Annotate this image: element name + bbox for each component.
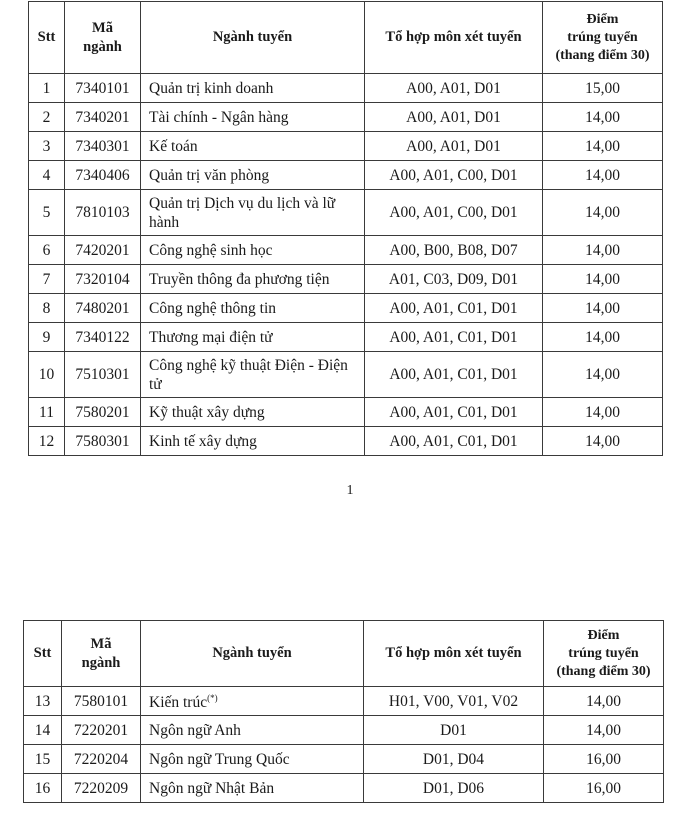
header-major-code <box>65 2 141 74</box>
cutoff-score-cell <box>543 103 663 132</box>
table-row <box>29 190 663 236</box>
header-cutoff-score-line2: trúng tuyển <box>568 645 639 661</box>
subject-combination-cell <box>365 427 543 456</box>
header-major-code-line2: ngành <box>81 654 121 671</box>
subject-combination-cell <box>364 687 544 716</box>
major-name-cell <box>141 774 364 803</box>
row-number-cell <box>29 190 65 236</box>
subject-combination: A00, A01, C01, D01 <box>389 432 518 450</box>
cutoff-score: 14,00 <box>585 432 620 450</box>
subject-combination-cell <box>364 716 544 745</box>
cutoff-score-cell <box>543 352 663 398</box>
row-number-cell <box>29 74 65 103</box>
major-name: Công nghệ sinh học <box>149 241 273 259</box>
subject-combination-cell <box>365 294 543 323</box>
cutoff-score-cell <box>544 716 664 745</box>
row-number-cell <box>24 774 62 803</box>
major-code: 7810103 <box>75 204 130 221</box>
major-code-cell <box>65 323 141 352</box>
major-code-cell <box>65 398 141 427</box>
cutoff-score-cell <box>543 132 663 161</box>
cutoff-score: 15,00 <box>585 79 620 97</box>
major-code: 7220201 <box>73 721 129 739</box>
header-major-code-line1: Mã <box>92 19 113 36</box>
subject-combination-cell <box>365 103 543 132</box>
major-name: Truyền thông đa phương tiện <box>149 270 330 288</box>
table-row <box>24 745 664 774</box>
table-row <box>29 161 663 190</box>
subject-combination: H01, V00, V01, V02 <box>388 692 519 710</box>
cutoff-score: 14,00 <box>585 328 620 346</box>
major-code-cell <box>65 265 141 294</box>
header-subject-combination: Tổ hợp môn xét tuyển <box>365 2 543 74</box>
subject-combination-cell <box>365 190 543 236</box>
major-code-cell <box>62 716 141 745</box>
header-major-code-line2: ngành <box>83 38 122 55</box>
row-number: 10 <box>38 366 55 383</box>
row-number-cell <box>29 265 65 294</box>
table-row <box>29 323 663 352</box>
admission-score-table-page-1 <box>28 1 663 456</box>
major-name: Quản trị văn phòng <box>149 166 270 184</box>
row-number: 4 <box>42 166 51 184</box>
major-code: 7480201 <box>75 299 130 317</box>
major-name: Kế toán <box>149 137 198 155</box>
cutoff-score-cell <box>543 265 663 294</box>
major-name: Quản trị Dịch vụ du lịch và lữ hành <box>149 194 336 231</box>
cutoff-score-cell <box>543 161 663 190</box>
row-number-cell <box>29 323 65 352</box>
major-name-cell <box>141 323 365 352</box>
table-row <box>24 687 664 716</box>
row-number-cell <box>29 294 65 323</box>
cutoff-score-cell <box>544 774 664 803</box>
admission-score-table-page-2 <box>23 620 664 803</box>
major-name: Tài chính - Ngân hàng <box>149 108 289 126</box>
header-cutoff-score-line1: Điểm <box>587 627 620 643</box>
header-major-code <box>62 621 141 687</box>
major-code: 7340301 <box>75 137 130 155</box>
header-cutoff-score-line3: (thang điểm 30) <box>556 663 651 679</box>
row-number-cell <box>29 161 65 190</box>
table-row <box>29 294 663 323</box>
table-row <box>29 103 663 132</box>
row-number: 11 <box>39 403 54 421</box>
major-name: Công nghệ kỹ thuật Điện - Điện tử <box>149 356 348 393</box>
major-code: 7340122 <box>75 328 130 346</box>
row-number: 12 <box>38 432 55 450</box>
table-row <box>24 774 664 803</box>
row-number-cell <box>29 236 65 265</box>
cutoff-score-cell <box>544 687 664 716</box>
row-number-cell <box>24 716 62 745</box>
row-number-cell <box>29 398 65 427</box>
major-name-cell <box>141 745 364 774</box>
subject-combination-cell <box>365 236 543 265</box>
major-code-cell <box>65 74 141 103</box>
major-name-cell <box>141 161 365 190</box>
row-number-cell <box>29 352 65 398</box>
table-row <box>29 74 663 103</box>
major-name-cell <box>141 74 365 103</box>
cutoff-score-cell <box>543 294 663 323</box>
subject-combination-cell <box>365 398 543 427</box>
row-number: 15 <box>34 750 51 768</box>
major-code-cell <box>62 774 141 803</box>
table-row <box>24 716 664 745</box>
subject-combination-cell <box>365 265 543 294</box>
major-code: 7340406 <box>75 166 130 184</box>
major-name-cell <box>141 132 365 161</box>
major-name: Kỹ thuật xây dựng <box>149 403 265 421</box>
table-row <box>29 236 663 265</box>
subject-combination-cell <box>364 774 544 803</box>
subject-combination: A00, A01, D01 <box>406 137 501 155</box>
major-name-cell <box>141 236 365 265</box>
cutoff-score: 16,00 <box>586 779 621 797</box>
row-number: 14 <box>34 721 51 739</box>
cutoff-score-cell <box>543 190 663 236</box>
table-row <box>29 398 663 427</box>
major-code: 7580101 <box>73 692 129 710</box>
cutoff-score: 14,00 <box>585 270 620 288</box>
major-name: Kiến trúc <box>149 694 208 712</box>
major-name: Công nghệ thông tin <box>149 299 277 317</box>
major-name-cell <box>141 265 365 294</box>
header-cutoff-score-line3: (thang điểm 30) <box>555 47 650 63</box>
major-code: 7320104 <box>75 270 130 288</box>
cutoff-score-cell <box>543 398 663 427</box>
major-code: 7340101 <box>75 79 130 97</box>
page-number: 1 <box>346 483 354 498</box>
cutoff-score: 14,00 <box>585 166 620 184</box>
subject-combination: A00, A01, D01 <box>406 79 501 97</box>
row-number-cell <box>29 103 65 132</box>
table-row <box>29 352 663 398</box>
major-name-cell <box>141 294 365 323</box>
major-name: Ngôn ngữ Nhật Bản <box>149 779 275 797</box>
header-cutoff-score <box>544 621 664 687</box>
row-number: 9 <box>42 328 51 346</box>
subject-combination-cell <box>365 74 543 103</box>
header-major-code-line1: Mã <box>90 635 112 652</box>
major-code-cell <box>65 427 141 456</box>
row-number: 3 <box>42 137 51 155</box>
cutoff-score: 14,00 <box>585 403 620 421</box>
subject-combination: A00, A01, C00, D01 <box>389 166 518 184</box>
cutoff-score-cell <box>543 236 663 265</box>
header-stt: Stt <box>24 621 62 687</box>
major-code-cell <box>62 745 141 774</box>
major-code-cell <box>62 687 141 716</box>
major-name-cell <box>141 716 364 745</box>
header-cutoff-score-line1: Điểm <box>586 11 619 27</box>
subject-combination: A00, A01, D01 <box>406 108 501 126</box>
major-name-cell <box>141 427 365 456</box>
row-number: 7 <box>42 270 51 288</box>
major-code: 7220209 <box>73 779 129 797</box>
subject-combination: A00, A01, C00, D01 <box>389 204 518 221</box>
major-name-cell <box>141 352 365 398</box>
subject-combination: A00, B00, B08, D07 <box>389 241 518 259</box>
table-row <box>29 427 663 456</box>
subject-combination: D01, D06 <box>422 779 485 797</box>
subject-combination: D01, D04 <box>422 750 485 768</box>
table-row <box>29 265 663 294</box>
major-code: 7220204 <box>73 750 129 768</box>
subject-combination: A01, C03, D09, D01 <box>388 270 519 288</box>
cutoff-score: 14,00 <box>585 204 620 221</box>
cutoff-score: 14,00 <box>585 137 620 155</box>
row-number: 1 <box>42 79 51 97</box>
table-row <box>29 132 663 161</box>
subject-combination: D01 <box>440 721 467 739</box>
major-name-note-marker: (*) <box>207 693 218 704</box>
major-code-cell <box>65 161 141 190</box>
table-header-row <box>24 621 664 687</box>
subject-combination: A00, A01, C01, D01 <box>389 403 518 421</box>
cutoff-score-cell <box>544 745 664 774</box>
major-name: Ngôn ngữ Trung Quốc <box>149 750 290 768</box>
cutoff-score: 14,00 <box>585 299 620 317</box>
header-subject-combination: Tổ hợp môn xét tuyển <box>364 621 544 687</box>
subject-combination-cell <box>364 745 544 774</box>
cutoff-score: 14,00 <box>585 366 620 383</box>
row-number: 13 <box>34 692 51 710</box>
major-name-cell <box>141 103 365 132</box>
header-cutoff-score <box>543 2 663 74</box>
header-stt: Stt <box>29 2 65 74</box>
major-code-cell <box>65 236 141 265</box>
subject-combination: A00, A01, C01, D01 <box>389 328 518 346</box>
major-code-cell <box>65 294 141 323</box>
row-number-cell <box>24 745 62 774</box>
row-number: 6 <box>42 241 51 259</box>
cutoff-score-cell <box>543 74 663 103</box>
subject-combination-cell <box>365 161 543 190</box>
major-code-cell <box>65 352 141 398</box>
table-header-row <box>29 2 663 74</box>
row-number-cell <box>29 427 65 456</box>
cutoff-score: 14,00 <box>586 721 621 739</box>
major-code: 7340201 <box>75 108 130 126</box>
header-cutoff-score-line2: trúng tuyển <box>567 29 638 45</box>
major-name-cell <box>141 687 364 716</box>
subject-combination: A00, A01, C01, D01 <box>389 299 518 317</box>
major-name-cell <box>141 190 365 236</box>
major-code-cell <box>65 132 141 161</box>
subject-combination-cell <box>365 323 543 352</box>
header-major-name: Ngành tuyển <box>141 621 364 687</box>
major-name: Thương mại điện tử <box>149 328 273 346</box>
major-code: 7420201 <box>75 241 130 259</box>
row-number: 5 <box>42 204 51 221</box>
cutoff-score: 16,00 <box>586 750 621 768</box>
cutoff-score: 14,00 <box>585 241 620 259</box>
row-number: 8 <box>42 299 51 317</box>
major-code: 7580301 <box>75 432 130 450</box>
row-number: 2 <box>42 108 51 126</box>
cutoff-score-cell <box>543 323 663 352</box>
row-number: 16 <box>34 779 51 797</box>
major-code: 7510301 <box>75 366 130 383</box>
cutoff-score: 14,00 <box>585 108 620 126</box>
major-code: 7580201 <box>75 403 130 421</box>
row-number-cell <box>29 132 65 161</box>
cutoff-score-cell <box>543 427 663 456</box>
row-number-cell <box>24 687 62 716</box>
subject-combination-cell <box>365 352 543 398</box>
major-name: Ngôn ngữ Anh <box>149 721 241 739</box>
subject-combination: A00, A01, C01, D01 <box>389 366 518 383</box>
major-name: Quản trị kinh doanh <box>149 79 274 97</box>
header-major-name: Ngành tuyển <box>141 2 365 74</box>
major-name-cell <box>141 398 365 427</box>
cutoff-score: 14,00 <box>586 692 621 710</box>
major-code-cell <box>65 103 141 132</box>
major-code-cell <box>65 190 141 236</box>
subject-combination-cell <box>365 132 543 161</box>
major-name: Kinh tế xây dựng <box>149 432 257 450</box>
